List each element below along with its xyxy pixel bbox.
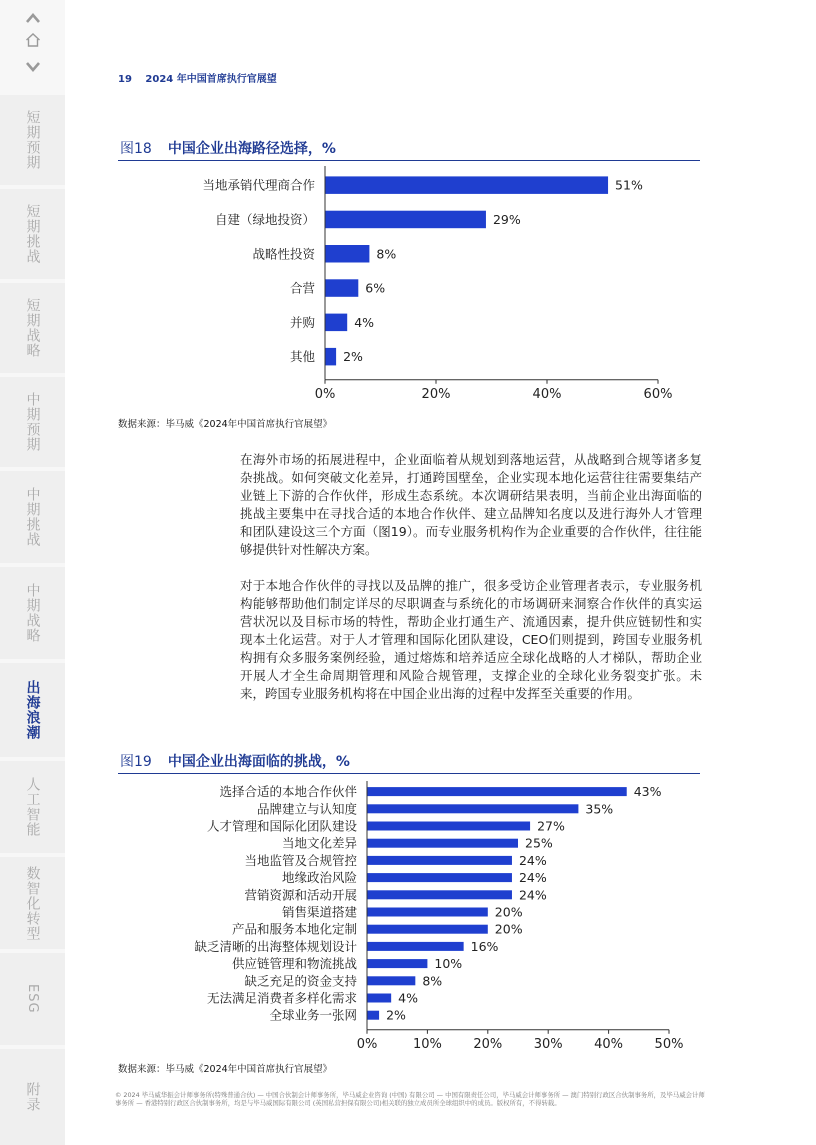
bar bbox=[367, 873, 512, 882]
paragraph-2: 对于本地合作伙伴的寻找以及品牌的推广，很多受访企业管理者表示，专业服务机构能够帮助他们制定详尽的尽职调查与系统化的市场调研来洞察合作伙伴的真实运营状况以及目标市场的特性，帮助企业打通生产、流通因素，提升供应链韧性和实现本土化运营。对于人才管理和国际化团队建设，CEO们则提到，跨国专业服务机构拥有众多服务案例经验，通过熔炼和培养适应全球化战略的人才梯队，帮助企业开展人才全生命周期管理和风险合规管理，支撑企业的全球化业务裂变扩张。未来，跨国专业服务机构将在中国企业出海的过程中发挥至关重要的作用。 bbox=[240, 578, 702, 701]
nav-tab-digital-transformation[interactable] bbox=[0, 857, 65, 949]
nav-tab-label: 人工智能 bbox=[24, 777, 41, 837]
chevron-down-icon[interactable] bbox=[25, 56, 41, 78]
category-label: 选择合适的本地合作伙伴 bbox=[219, 784, 357, 800]
bar bbox=[367, 804, 578, 813]
category-label: 其他 bbox=[289, 349, 315, 365]
value-label: 8% bbox=[422, 973, 443, 989]
bar bbox=[325, 245, 369, 263]
nav-tab-label: 附录 bbox=[24, 1082, 41, 1112]
category-label: 品牌建立与认知度 bbox=[256, 801, 357, 817]
value-label: 25% bbox=[525, 835, 553, 851]
nav-tab-short-term-strategy[interactable] bbox=[0, 283, 65, 373]
nav-tab-short-term-challenges[interactable] bbox=[0, 189, 65, 279]
category-label: 当地监管及合规管控 bbox=[244, 852, 357, 868]
bar bbox=[325, 279, 358, 297]
chart-challenges bbox=[118, 780, 700, 1055]
category-label: 合营 bbox=[289, 280, 315, 296]
bar bbox=[325, 176, 608, 194]
nav-tab-label: 中期挑战 bbox=[24, 487, 41, 547]
nav-tab-label: ESG bbox=[25, 984, 40, 1014]
value-label: 8% bbox=[376, 246, 397, 262]
bar bbox=[367, 976, 415, 985]
x-tick-label: 50% bbox=[654, 1036, 684, 1052]
bar bbox=[325, 211, 486, 229]
bar bbox=[367, 925, 488, 934]
page-number: 19 bbox=[118, 74, 132, 85]
value-label: 27% bbox=[537, 818, 565, 834]
category-label: 人才管理和国际化团队建设 bbox=[206, 818, 357, 834]
nav-tab-mid-term-expectations[interactable] bbox=[0, 377, 65, 467]
chapter-nav bbox=[0, 0, 65, 1145]
bar bbox=[325, 314, 347, 332]
x-tick-label: 30% bbox=[533, 1036, 563, 1052]
value-label: 29% bbox=[492, 211, 521, 227]
x-tick-label: 60% bbox=[643, 386, 673, 402]
nav-tab-label: 短期挑战 bbox=[24, 204, 41, 264]
category-label: 销售渠道搭建 bbox=[281, 904, 357, 920]
value-label: 35% bbox=[585, 801, 614, 817]
value-label: 6% bbox=[365, 280, 386, 296]
x-tick-label: 0% bbox=[314, 386, 336, 402]
nav-tab-label: 短期战略 bbox=[24, 298, 41, 358]
x-tick-label: 40% bbox=[594, 1036, 624, 1052]
value-label: 10% bbox=[434, 956, 463, 972]
nav-tab-label: 中期战略 bbox=[24, 583, 41, 643]
value-label: 20% bbox=[494, 904, 523, 920]
value-label: 2% bbox=[386, 1007, 406, 1023]
category-label: 当地文化差异 bbox=[281, 835, 357, 851]
nav-tab-artificial-intelligence[interactable] bbox=[0, 761, 65, 853]
chevron-up-icon[interactable] bbox=[25, 8, 41, 30]
category-label: 当地承销代理商合作 bbox=[202, 177, 315, 193]
home-icon[interactable] bbox=[25, 32, 41, 54]
x-tick-label: 20% bbox=[473, 1036, 503, 1052]
bar bbox=[367, 839, 518, 848]
figure-19-source: 数据来源：毕马威《2024年中国首席执行官展望》 bbox=[118, 1064, 333, 1075]
figure-number: 图19 bbox=[120, 754, 152, 770]
bar bbox=[367, 787, 627, 796]
nav-tab-mid-term-strategy[interactable] bbox=[0, 567, 65, 659]
x-tick-label: 0% bbox=[356, 1036, 378, 1052]
value-label: 4% bbox=[354, 314, 375, 330]
x-tick-label: 20% bbox=[421, 386, 451, 402]
chart-entry-paths bbox=[118, 165, 700, 405]
bar bbox=[367, 890, 512, 899]
nav-tab-label: 中期预期 bbox=[24, 392, 41, 452]
category-label: 并购 bbox=[289, 314, 315, 330]
category-label: 地缘政治风险 bbox=[281, 870, 357, 886]
value-label: 20% bbox=[494, 921, 523, 937]
category-label: 营销资源和活动开展 bbox=[244, 887, 357, 903]
category-label: 产品和服务本地化定制 bbox=[231, 921, 357, 937]
x-tick-label: 10% bbox=[412, 1036, 442, 1052]
x-tick-label: 40% bbox=[532, 386, 562, 402]
category-label: 缺乏充足的资金支持 bbox=[244, 973, 357, 989]
nav-tab-mid-term-challenges[interactable] bbox=[0, 471, 65, 563]
category-label: 缺乏清晰的出海整体规划设计 bbox=[194, 938, 357, 954]
category-label: 供应链管理和物流挑战 bbox=[231, 956, 357, 972]
value-label: 16% bbox=[470, 938, 499, 954]
nav-tab-label: 数智化转型 bbox=[24, 865, 41, 941]
value-label: 43% bbox=[633, 784, 662, 800]
value-label: 51% bbox=[615, 177, 643, 193]
paragraph-1: 在海外市场的拓展进程中，企业面临着从规划到落地运营，从战略到合规等诸多复杂挑战。如何突破文化差异，打通跨国壁垒，企业实现本地化运营往往需要集结产业链上下游的合作伙伴，形成生态系统。本次调研结果表明，当前企业出海面临的挑战主要集中在寻找合适的本地合作伙伴、建立品牌知名度以及进行海外人才管理和团队建设这三个方面（图19）。而专业服务机构作为企业重要的合作伙伴，往往能够提供针对性解决方案。 bbox=[240, 452, 702, 557]
figure-19-heading bbox=[118, 747, 700, 774]
value-label: 24% bbox=[518, 852, 547, 868]
nav-tab-short-term-expectations[interactable] bbox=[0, 95, 65, 185]
running-header bbox=[118, 70, 277, 85]
bar bbox=[367, 994, 391, 1003]
copyright-footer: © 2024 毕马威华振会计师事务所(特殊普通合伙) — 中国合伙制会计师事务所，毕马威企业咨询 (中国) 有限公司 — 中国有限责任公司，毕马威会计师事务所 — 澳门特别行政区合伙制事务所，及毕马威会计师事务所 — 香港特别行政区合伙制事务所，均是与毕马威国际有限公司 (英国私营担保有限公司)相关联的独立成员所全球组织中的成员。版权所有，不得转载。 bbox=[115, 1091, 705, 1108]
bar bbox=[367, 942, 464, 951]
category-label: 全球业务一张网 bbox=[269, 1007, 357, 1023]
figure-18-heading bbox=[118, 134, 700, 161]
figure-title: 中国企业出海面临的挑战，% bbox=[167, 754, 350, 770]
bar bbox=[367, 908, 488, 917]
nav-tab-going-global[interactable] bbox=[0, 663, 65, 757]
nav-tab-esg[interactable] bbox=[0, 953, 65, 1045]
bar bbox=[367, 822, 530, 831]
bar bbox=[367, 856, 512, 865]
category-label: 自建（绿地投资） bbox=[214, 211, 315, 227]
bar bbox=[325, 348, 336, 366]
value-label: 24% bbox=[518, 870, 547, 886]
category-label: 无法满足消费者多样化需求 bbox=[206, 990, 357, 1006]
figure-title: 中国企业出海路径选择，% bbox=[167, 141, 336, 157]
figure-number: 图18 bbox=[120, 141, 152, 157]
nav-tab-label: 出海浪潮 bbox=[24, 680, 41, 740]
bar bbox=[367, 1011, 379, 1020]
value-label: 2% bbox=[343, 349, 363, 365]
report-title: 2024 年中国首席执行官展望 bbox=[145, 74, 277, 85]
bar bbox=[367, 959, 427, 968]
nav-tab-label: 短期预期 bbox=[24, 110, 41, 170]
category-label: 战略性投资 bbox=[252, 246, 315, 262]
value-label: 24% bbox=[518, 887, 547, 903]
figure-18-source: 数据来源：毕马威《2024年中国首席执行官展望》 bbox=[118, 419, 333, 430]
value-label: 4% bbox=[398, 990, 419, 1006]
nav-controls bbox=[0, 8, 65, 86]
nav-tab-appendix[interactable] bbox=[0, 1049, 65, 1145]
